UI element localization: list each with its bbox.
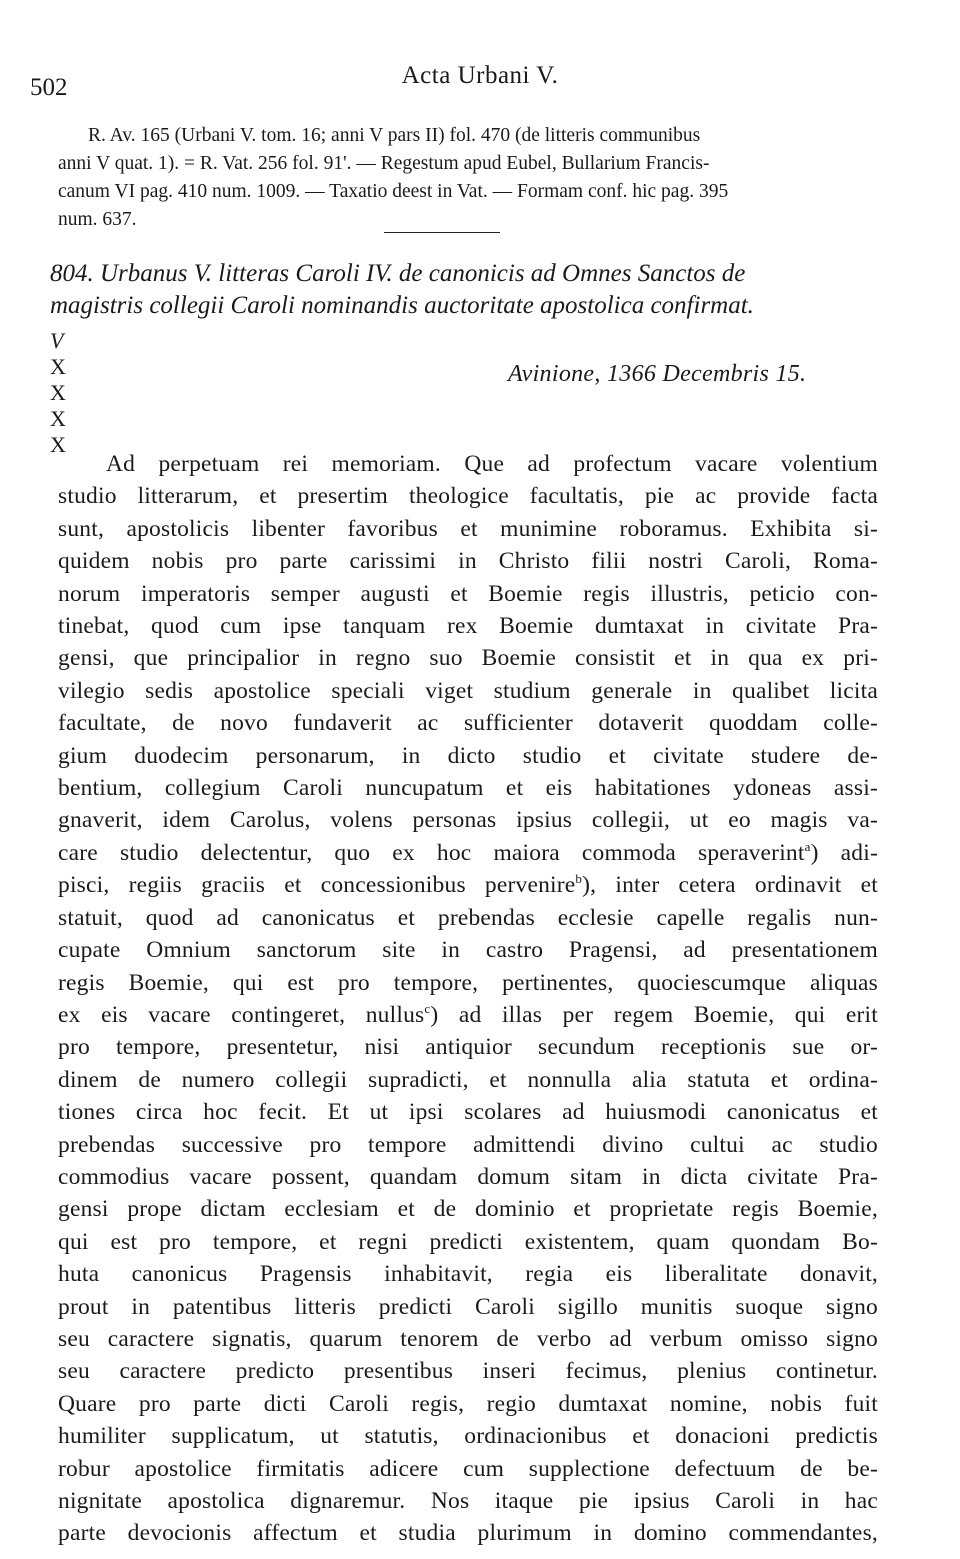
body-line: cupate Omnium sanctorum site in castro Pragensi, ad presentationem bbox=[58, 937, 878, 964]
body-line: studio litterarum, et presertim theologice facultatis, pie ac provide facta bbox=[58, 483, 878, 510]
body-text bbox=[58, 448, 878, 1550]
document-number: 804. bbox=[50, 260, 94, 287]
source-note-line: R. Av. 165 (Urbani V. tom. 16; anni V pars II) fol. 470 (de litteris communibus bbox=[88, 125, 701, 146]
body-line: regis Boemie, qui est pro tempore, pertinentes, quociescumque aliquas bbox=[58, 969, 878, 996]
body-line: gensi prope dictam ecclesiam et de dominio et proprietate regis Boemie, bbox=[58, 1196, 878, 1223]
body-line: seu caractere predicto presentibus inseri fecimus, plenius continetur. bbox=[58, 1358, 878, 1385]
footnote-mark: c bbox=[424, 1001, 431, 1017]
title-line: magistris collegii Caroli nominandis auctoritate apostolica confirmat. bbox=[50, 292, 754, 319]
body-line: Quare pro parte dicti Caroli regis, regio dumtaxat nomine, nobis fuit bbox=[58, 1390, 878, 1417]
body-line bbox=[58, 837, 878, 869]
source-note-line: num. 637. bbox=[58, 209, 137, 230]
footnote-mark: a bbox=[804, 839, 811, 855]
marginal-mark: V bbox=[50, 328, 64, 353]
body-line: nignitate apostolica dignaremur. Nos itaque pie ipsius Caroli in hac bbox=[58, 1488, 878, 1514]
document-title bbox=[50, 258, 880, 322]
body-line: sunt, apostolicis libenter favoribus et munimine roboramus. Exhibita si- bbox=[58, 515, 878, 542]
marginal-mark: X bbox=[50, 380, 66, 405]
body-line: tiones circa hoc fecit. Et ut ipsi scolares ad huiusmodi canonicatus et bbox=[58, 1099, 878, 1126]
body-line: gium duodecim personarum, in dicto studio et civitate studere de- bbox=[58, 742, 878, 769]
body-line: parte devocionis affectum et studia plurimum in domino commendantes, bbox=[58, 1520, 878, 1547]
marginal-marks bbox=[50, 328, 66, 458]
body-line: commodius vacare possent, quandam domum sitam in dicta civitate Pra- bbox=[58, 1163, 878, 1190]
footnote-mark: b bbox=[575, 871, 583, 887]
body-line: pro tempore, presentetur, nisi antiquior secundum receptionis sue or- bbox=[58, 1034, 878, 1061]
body-line: humiliter supplicatum, ut statutis, ordinacionibus et donacioni predictis bbox=[58, 1423, 878, 1450]
body-line bbox=[58, 869, 878, 901]
body-line-text: care studio delectentur, quo ex hoc maiora commoda speraverint bbox=[58, 839, 805, 866]
running-head: Acta Urbani V. bbox=[401, 62, 559, 89]
body-line: robur apostolice firmitatis adicere cum supplectione defectuum de be- bbox=[58, 1455, 878, 1482]
body-line: statuit, quod ad canonicatus et prebendas ecclesie capelle regalis nun- bbox=[58, 904, 878, 931]
body-line: gensi, que principalior in regno suo Boemie consistit et in qua ex pri- bbox=[58, 645, 878, 672]
body-line-text: ex eis vacare contingeret, nullus bbox=[58, 1001, 425, 1028]
body-line: prebendas successive pro tempore admittendi divino cultui ac studio bbox=[58, 1131, 878, 1158]
body-line: Ad perpetuam rei memoriam. Que ad profectum vacare volentium bbox=[106, 451, 878, 477]
separator-rule bbox=[384, 232, 500, 233]
place-date: Avinione, 1366 Decembris 15. bbox=[508, 361, 807, 387]
page-number: 502 bbox=[30, 74, 68, 101]
body-line: dinem de numero collegii supradicti, et nonnulla alia statuta et ordina- bbox=[58, 1066, 878, 1093]
source-note-line: anni V quat. 1). = R. Vat. 256 fol. 91'. — Regestum apud Eubel, Bullarium Francis- bbox=[58, 153, 710, 174]
body-line: qui est pro tempore, et regni predicti existentem, quam quondam Bo- bbox=[58, 1228, 878, 1255]
marginal-mark: X bbox=[50, 354, 66, 379]
body-line-tail: ) adi- bbox=[810, 839, 879, 866]
body-line: norum imperatoris semper augusti et Boemie regis illustris, peticio con- bbox=[58, 580, 878, 607]
body-line: tinebat, quod cum ipse tanquam rex Boemie dumtaxat in civitate Pra- bbox=[58, 613, 878, 640]
title-line bbox=[50, 258, 880, 290]
body-line: facultate, de novo fundaverit ac sufficienter dotaverit quoddam colle- bbox=[58, 710, 878, 737]
body-line: gnaverit, idem Carolus, volens personas ipsius collegii, ut eo magis va- bbox=[58, 807, 878, 834]
title-text: Urbanus V. litteras Caroli IV. de canonicis ad Omnes Sanctos de bbox=[100, 260, 746, 287]
body-line: prout in patentibus litteris predicti Caroli sigillo munitis suoque signo bbox=[58, 1293, 878, 1320]
source-note-line: canum VI pag. 410 num. 1009. — Taxatio deest in Vat. — Formam conf. hic pag. 395 bbox=[58, 181, 729, 202]
marginal-mark: X bbox=[50, 432, 66, 457]
body-line: seu caractere signatis, quarum tenorem de verbo ad verbum omisso signo bbox=[58, 1325, 878, 1352]
body-line bbox=[58, 999, 878, 1031]
body-line: quidem nobis pro parte carissimi in Christo filii nostri Caroli, Roma- bbox=[58, 548, 878, 575]
body-line-tail: ) ad illas per regem Boemie, qui erit bbox=[430, 1001, 878, 1028]
marginal-mark: X bbox=[50, 406, 66, 431]
body-line: vilegio sedis apostolice speciali viget studium generale in qualibet licita bbox=[58, 677, 878, 704]
body-line: bentium, collegium Caroli nuncupatum et eis habitationes ydoneas assi- bbox=[58, 775, 878, 802]
source-note bbox=[58, 122, 868, 234]
body-line-text: pisci, regiis graciis et concessionibus pervenire bbox=[58, 872, 576, 899]
body-line: huta canonicus Pragensis inhabitavit, regia eis liberalitate donavit, bbox=[58, 1261, 878, 1288]
body-line-tail: ), inter cetera ordinavit et bbox=[582, 872, 879, 899]
